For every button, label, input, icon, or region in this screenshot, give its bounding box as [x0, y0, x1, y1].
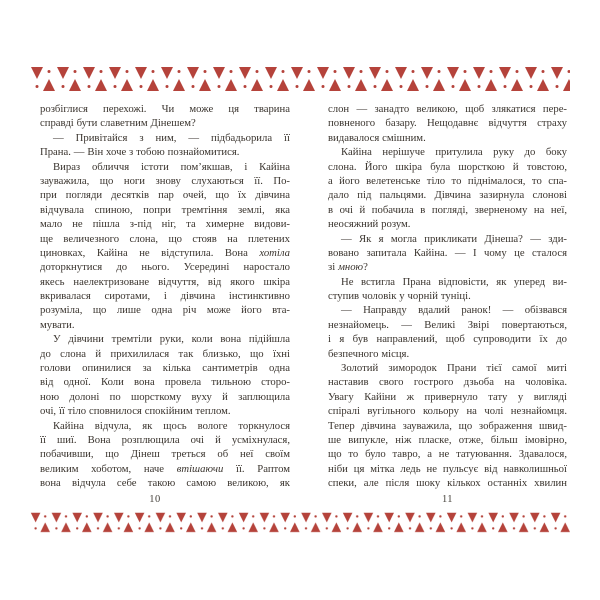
text-line: в очі й побачила в погляді, зверненому на неї,	[328, 203, 567, 216]
text-line: безпечного місця.	[328, 347, 410, 360]
text-line: справді бути славетним Дінешем?	[40, 117, 196, 130]
text-line: Прана. — Він хоче з тобою познайомитися.	[40, 146, 240, 159]
text-line: голови опинилися за кілька сантиметрів одна	[40, 362, 290, 375]
text-line: при погляди десятків пар очей, що їх дівчина	[40, 189, 290, 202]
text-line: очі, її тіло сповнилося спокійним теплом.	[40, 405, 231, 418]
text-line: Вираз обличчя істоти пом’якшав, і Кайіна	[53, 160, 290, 173]
text-line: — Привітайся з ним, — підбадьорила її	[53, 131, 290, 144]
text-line: неосяжний розум.	[328, 218, 411, 231]
text-line: а його велетенське тіло то піднімалося, то спа-	[328, 174, 567, 187]
text-line: мувати.	[40, 318, 75, 331]
text-line: зауважила, що ноги знову слухаються її. По-	[40, 174, 290, 187]
page-left-text	[40, 102, 290, 491]
text-line: ніби ця мітка ледь не пульсує від навколишньої	[328, 462, 567, 475]
text-line: ше випукле, ніж пласке, отже, більш імовірно,	[328, 433, 567, 446]
text-line: її шиї. Вона розплющила очі й усміхнулася,	[40, 433, 290, 446]
text-line: Тепер дівчина зауважила, що зображення швид-	[328, 419, 567, 432]
text-line: видавалося смішним.	[328, 131, 426, 144]
page-number-right: 11	[441, 494, 454, 505]
text-line: спіралі вугільного кольору на чолі незнайомця.	[328, 405, 567, 418]
text-line: повненого базару. Нещодавнє відчуття страху	[328, 117, 567, 130]
text-line: розуміла, що лише одна річ може його вта-	[40, 304, 290, 317]
text-line: дало під пальцями. Дівчина зазирнула слонові	[328, 189, 567, 202]
text-line: слон — занадто великою, щоб злякатися пере-	[328, 103, 567, 115]
text-line: наставив свого гострого дзьоба на чоловіка.	[328, 376, 567, 389]
text-line: від одної. Коли вона провела тильною сторо-	[40, 376, 290, 389]
text-line: доторкнутися до нього. Усередині наростало	[40, 261, 290, 274]
text-line: Кайіна нерішуче притулила руку до боку	[341, 146, 567, 159]
text-line: вкривалася сиротами, і дівчина інстинктивно	[40, 290, 290, 303]
text-line: незнайомець. — Великі Звірі повертаються,	[328, 318, 567, 331]
text-line: У дівчини тремтіли руки, коли вона підійшла	[53, 333, 290, 346]
text-line: ступив чоловік у чорній туніці.	[328, 290, 471, 303]
text-line: ще величезного слона, що стояв на плетених	[40, 232, 290, 245]
ornament-bottom	[30, 512, 570, 533]
text-line: побачивши, що Дінеш треться об неї своїм	[40, 448, 290, 461]
text-line: ною долоні по шорсткому вуху й заплющила	[40, 390, 290, 403]
ornament-top	[30, 66, 570, 92]
text-line: зі мною?	[328, 261, 368, 274]
text-line: циновках, Кайіна не відступила. Вона хотіла	[40, 246, 290, 259]
text-line: Не встигла Прана відповісти, як уперед ви-	[341, 275, 567, 288]
text-line: і я був направлений, щоб супроводити їх до	[328, 333, 567, 346]
text-line: розбіглися перехожі. Чи може ця тварина	[40, 103, 290, 115]
text-line: слона. Його шкіра була шорсткою й товстою,	[328, 160, 567, 173]
text-line: — Направду вдалий ранок! — обізвався	[341, 304, 567, 317]
text-line: відчувала спиною, попри тремтіння землі, яка	[40, 203, 290, 216]
text-line: до слона й прихилилася так близько, що їхні	[40, 347, 290, 360]
text-line: великим хоботом, наче втішаючи її. Раптом	[40, 462, 290, 475]
text-line: — Як я могла прикликати Дінеша? — зди-	[341, 232, 567, 245]
text-line: вовано запитала Кайіна. — І чому це сталося	[328, 246, 567, 259]
text-line: Увагу Кайіни ж привернуло тату у вигляді	[328, 390, 567, 403]
text-line: якесь наелектризоване відчуття, від якого шкіра	[40, 275, 290, 288]
text-line: Кайіна відчула, як щось вологе торкнулося	[53, 419, 290, 432]
page-number-left: 10	[149, 494, 161, 505]
text-line: спеки, але після шоку кількох останніх хвилин	[328, 477, 567, 490]
text-line: що то було тавро, а не татуювання. Здавалося,	[328, 448, 567, 461]
text-line: вона відчула себе такою самою великою, як	[40, 477, 290, 490]
text-line: Золотий зимородок Прани тієї самої миті	[341, 362, 567, 375]
page-right-text	[328, 102, 567, 491]
text-line: мало не пішла з-під ніг, та химерне видови-	[40, 218, 290, 231]
